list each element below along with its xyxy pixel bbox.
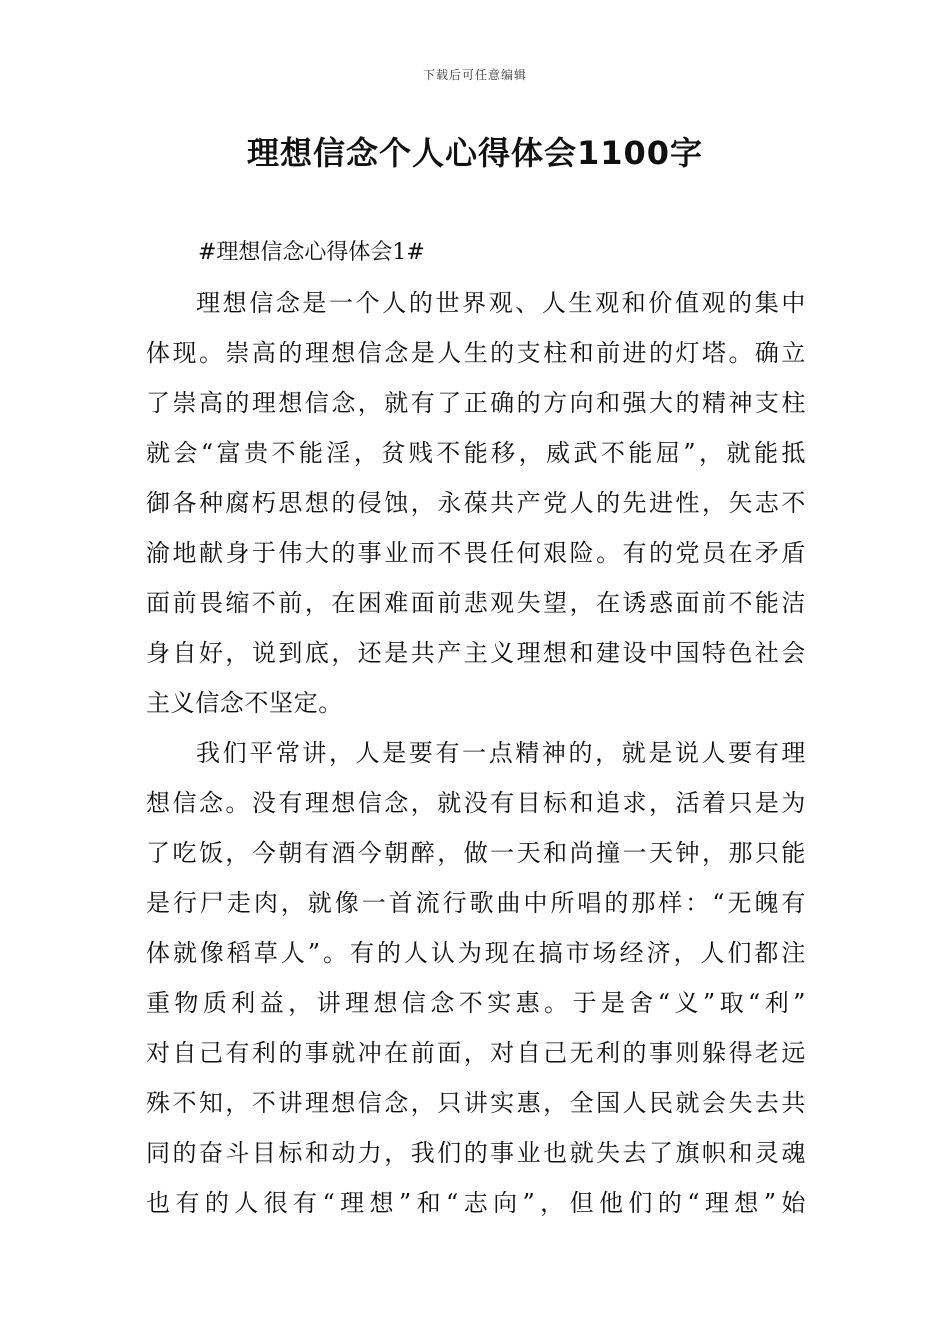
paragraph-line: 了崇高的理想信念，就有了正确的方向和强大的精神支柱 (146, 389, 806, 417)
paragraph-line: 体现。崇高的理想信念是人生的支柱和前进的灯塔。确立 (146, 339, 806, 367)
paragraph-line: 殊不知，不讲理想信念，只讲实惠，全国人民就会失去共 (146, 1089, 806, 1117)
header-note: 下载后可任意编辑 (422, 68, 527, 82)
paragraph-line: 御各种腐朽思想的侵蚀，永葆共产党人的先进性，矢志不 (146, 489, 806, 517)
paragraph-line: 我们平常讲，人是要有一点精神的，就是说人要有理 (196, 739, 806, 767)
paragraph-line: 了吃饭，今朝有酒今朝醉，做一天和尚撞一天钟，那只能 (146, 839, 806, 867)
paragraph-1 (146, 278, 806, 728)
paragraph-line: 就会“富贵不能淫，贫贱不能移，威武不能屈”，就能抵 (146, 439, 806, 467)
paragraph-line: 渝地献身于伟大的事业而不畏任何艰险。有的党员在矛盾 (146, 539, 806, 567)
paragraph-line: 体就像稻草人”。有的人认为现在搞市场经济，人们都注 (146, 939, 806, 967)
paragraph-line: 对自己有利的事就冲在前面，对自己无利的事则躲得老远 (146, 1039, 806, 1067)
paragraph-line: 也有的人很有“理想”和“志向”，但他们的“理想”始 (146, 1189, 806, 1217)
document-body (146, 228, 806, 1228)
paragraph-line: 重物质利益，讲理想信念不实惠。于是舍“义”取“利” (146, 989, 806, 1017)
paragraph-line: 想信念。没有理想信念，就没有目标和追求，活着只是为 (146, 789, 806, 817)
paragraph-line: 理想信念是一个人的世界观、人生观和价值观的集中 (196, 289, 806, 317)
paragraph-line: 是行尸走肉，就像一首流行歌曲中所唱的那样：“无魄有 (146, 889, 806, 917)
paragraph-line: 面前畏缩不前，在困难面前悲观失望，在诱惑面前不能洁 (146, 589, 806, 617)
document-title: 理想信念个人心得体会1100字 (246, 134, 704, 172)
paragraph-2 (146, 728, 806, 1228)
paragraph-line: 身自好，说到底，还是共产主义理想和建设中国特色社会 (146, 639, 806, 667)
section-subheading: #理想信念心得体会1# (198, 240, 425, 265)
paragraph-line: 主义信念不坚定。 (146, 689, 343, 717)
paragraph-line: 同的奋斗目标和动力，我们的事业也就失去了旗帜和灵魂 (146, 1139, 806, 1167)
